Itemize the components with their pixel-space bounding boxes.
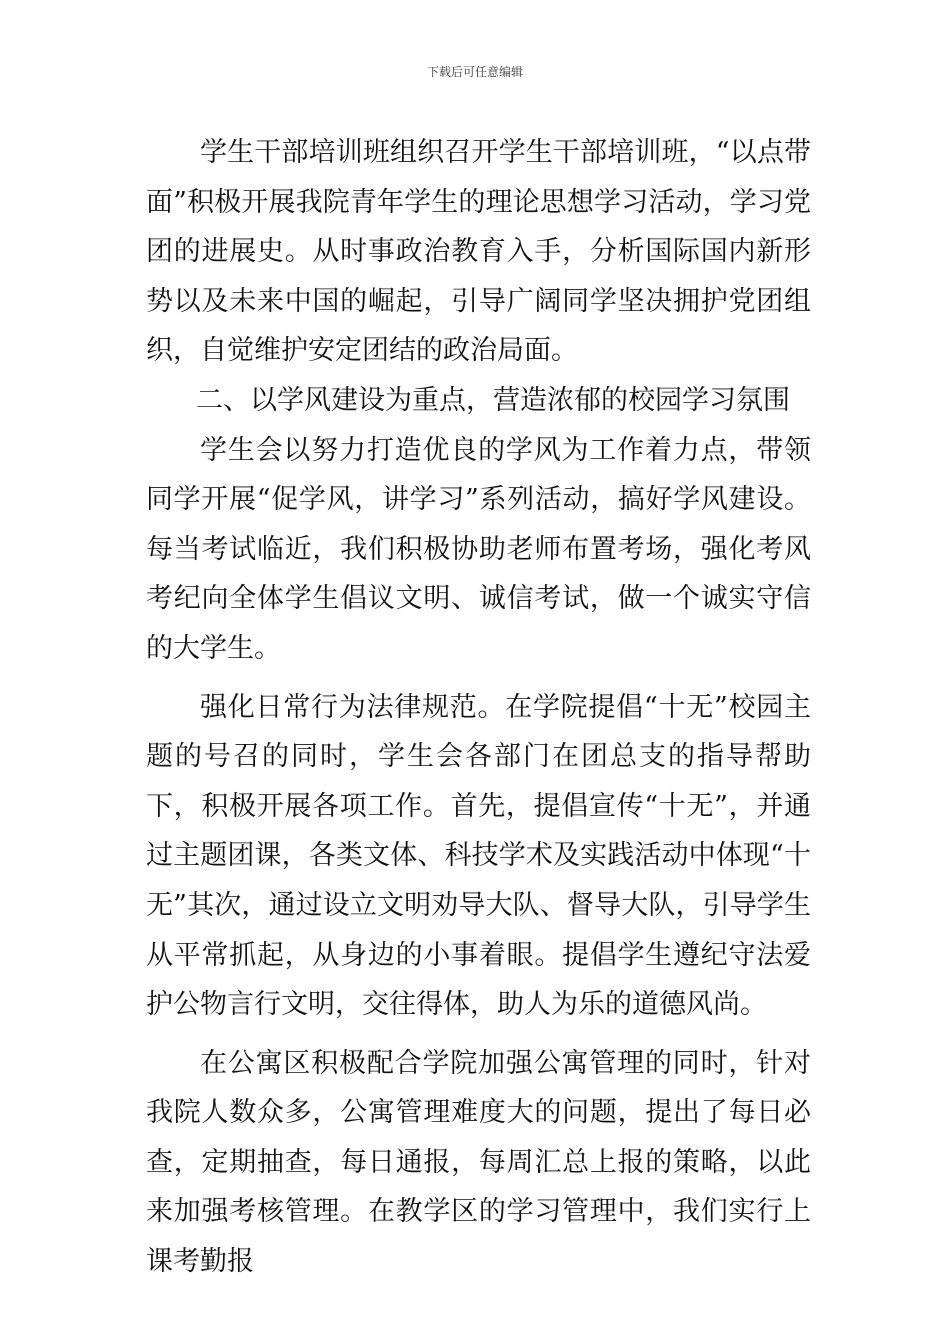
paragraph-behavior-norms: 强化日常行为法律规范。在学院提倡“十无”校园主题的号召的同时，学生会各部门在团总支的指导帮助下，积极开展各项工作。首先，提倡宣传“十无”，并通过主题团课，各类文体、科技学术及实践活动中体现“十无”其次，通过设立文明劝导大队、督导大队，引导学生从平常抓起，从身边的小事着眼。提倡学生遵纪守法爱护公物言行文明，交往得体，助人为乐的道德风尚。 xyxy=(146,691,811,1021)
document-body xyxy=(146,128,811,1287)
section-heading-study-style: 二、以学风建设为重点，营造浓郁的校园学习氛围 xyxy=(196,384,790,416)
paragraph-dormitory-management: 在公寓区积极配合学院加强公寓管理的同时，针对我院人数众多，公寓管理难度大的问题，提出了每日必查，定期抽查，每日通报，每周汇总上报的策略，以此来加强考核管理。在教学区的学习管理中，我们实行上课考勤报 xyxy=(146,1047,811,1278)
paragraph-study-style: 学生会以努力打造优良的学风为工作着力点，带领同学开展“促学风，讲学习”系列活动，搞好学风建设。每当考试临近，我们积极协助老师布置考场，强化考风考纪向全体学生倡议文明、诚信考试，做一个诚实守信的大学生。 xyxy=(146,434,811,664)
page-header-note: 下载后可任意编辑 xyxy=(426,65,523,79)
paragraph-cadre-training: 学生干部培训班组织召开学生干部培训班，“以点带面”积极开展我院青年学生的理论思想学习活动，学习党团的进展史。从时事政治教育入手，分析国际国内新形势以及未来中国的崛起，引导广阔同学坚决拥护党团组织，自觉维护安定团结的政治局面。 xyxy=(146,137,811,367)
